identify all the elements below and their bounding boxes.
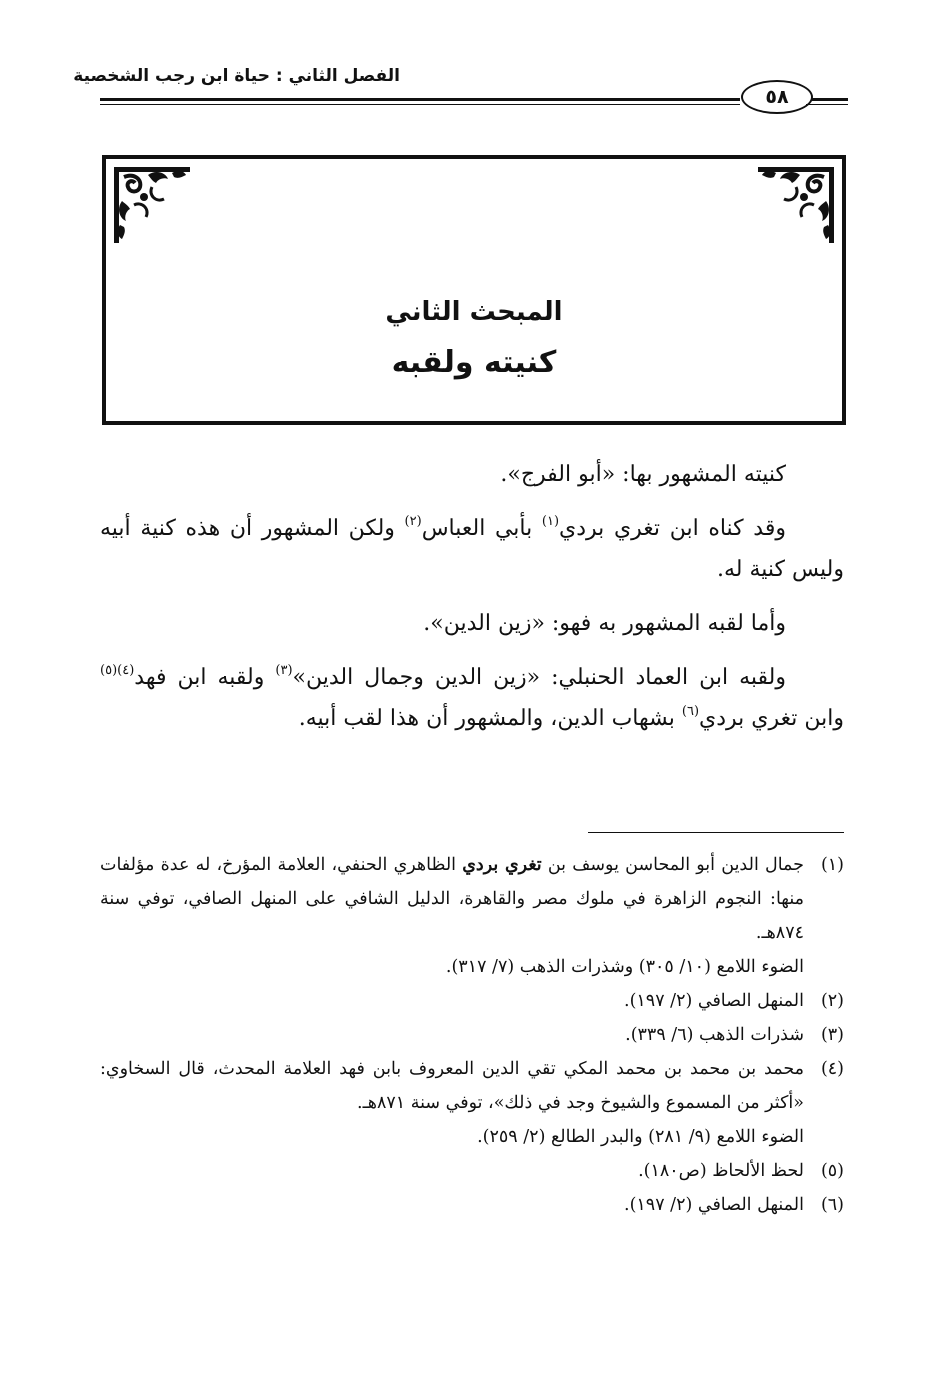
corner-ornament-left-icon bbox=[112, 165, 192, 245]
footnote-text: شذرات الذهب (٦/ ٣٣٩). bbox=[625, 1025, 804, 1045]
paragraph-text: وأما لقبه المشهور به فهو: «زين الدين». bbox=[423, 611, 786, 636]
footnote-ref-3[interactable]: (٣) bbox=[275, 663, 293, 678]
footnote-ref-6[interactable]: (٦) bbox=[681, 704, 700, 719]
footnote-ref-1[interactable]: (١) bbox=[541, 514, 560, 529]
body-text bbox=[100, 454, 844, 752]
paragraph-kunya bbox=[100, 454, 844, 495]
header-rule-thin bbox=[100, 104, 740, 105]
page-number-rule-thin bbox=[806, 104, 848, 105]
paragraph-text: وابن تغري بردي bbox=[699, 706, 844, 731]
footnote-text: لحظ الألحاظ (ص١٨٠). bbox=[638, 1161, 804, 1181]
footnote-text: محمد بن محمد بن محمد المكي تقي الدين المعروف بابن فهد العلامة المحدث، قال السخاوي: «أكثر من المسموع والشيوخ وجد في ذلك»، توفي سنة ٨٧١هـ. bbox=[100, 1059, 804, 1113]
footnote-ref-5[interactable]: (٥) bbox=[100, 663, 118, 678]
footnote-ref-4[interactable]: (٤) bbox=[117, 663, 135, 678]
paragraph-laqab bbox=[100, 603, 844, 644]
footnote-6 bbox=[100, 1188, 844, 1222]
corner-ornament-right-icon bbox=[756, 165, 836, 245]
footnotes bbox=[100, 848, 844, 1222]
section-heading: المبحث الثاني bbox=[385, 297, 563, 327]
footnote-3 bbox=[100, 1018, 844, 1052]
page-number: ٥٨ bbox=[741, 80, 813, 114]
paragraph-ibn-taghri bbox=[100, 508, 844, 590]
paragraph-text: وقد كناه ابن تغري بردي bbox=[559, 516, 786, 541]
section-subheading: كنيته ولقبه bbox=[391, 345, 557, 380]
footnote-2 bbox=[100, 984, 844, 1018]
footnote-number: (٤) bbox=[820, 1059, 844, 1079]
paragraph-text: ولكن المشهور أن هذه كنية أبيه وليس كنية له. bbox=[100, 516, 844, 582]
running-title: الفصل الثاني : حياة ابن رجب الشخصية bbox=[73, 66, 400, 86]
footnote-bold-name: تغري بردي bbox=[462, 855, 542, 875]
paragraph-text: بشهاب الدين، والمشهور أن هذا لقب أبيه. bbox=[298, 706, 682, 731]
paragraph-text: بأبي العباس bbox=[421, 516, 542, 541]
footnote-5 bbox=[100, 1154, 844, 1188]
footnote-number: (١) bbox=[820, 855, 844, 875]
footnote-text: المنهل الصافي (٢/ ١٩٧). bbox=[624, 991, 804, 1011]
footnote-text: المنهل الصافي (٢/ ١٩٧). bbox=[624, 1195, 804, 1215]
footnote-body bbox=[100, 848, 804, 984]
footnote-separator bbox=[588, 832, 844, 833]
footnote-text: الظاهري الحنفي، العلامة المؤرخ، له عدة مؤلفات منها: النجوم الزاهرة في ملوك مصر والقاهرة، الدليل الشافي على المنهل الصافي، توفي سنة ٨٧٤هـ. bbox=[100, 855, 804, 943]
section-title-frame bbox=[102, 155, 846, 425]
page-number-rule-thick bbox=[812, 98, 848, 101]
footnote-number: (٦) bbox=[820, 1195, 844, 1215]
paragraph-text: كنيته المشهور بها: «أبو الفرج». bbox=[500, 462, 786, 487]
footnote-ref-2[interactable]: (٢) bbox=[404, 514, 422, 529]
footnote-number: (٢) bbox=[820, 991, 844, 1011]
paragraph-ibn-al-imad bbox=[100, 657, 844, 739]
paragraph-text: ولقبه ابن فهد bbox=[134, 665, 276, 690]
footnote-4 bbox=[100, 1052, 844, 1154]
footnote-source: الضوء اللامع (١٠/ ٣٠٥) وشذرات الذهب (٧/ ٣١٧). bbox=[445, 957, 804, 977]
footnote-source: الضوء اللامع (٩/ ٢٨١) والبدر الطالع (٢/ ٢٥٩). bbox=[477, 1127, 804, 1147]
footnote-body bbox=[100, 1052, 804, 1154]
paragraph-text: ولقبه ابن العماد الحنبلي: «زين الدين وجمال الدين» bbox=[292, 665, 786, 690]
footnote-number: (٣) bbox=[820, 1025, 844, 1045]
footnote-number: (٥) bbox=[820, 1161, 844, 1181]
footnote-1 bbox=[100, 848, 844, 984]
footnote-text: جمال الدين أبو المحاسن يوسف بن bbox=[541, 855, 804, 875]
header-rule-thick bbox=[100, 98, 740, 101]
